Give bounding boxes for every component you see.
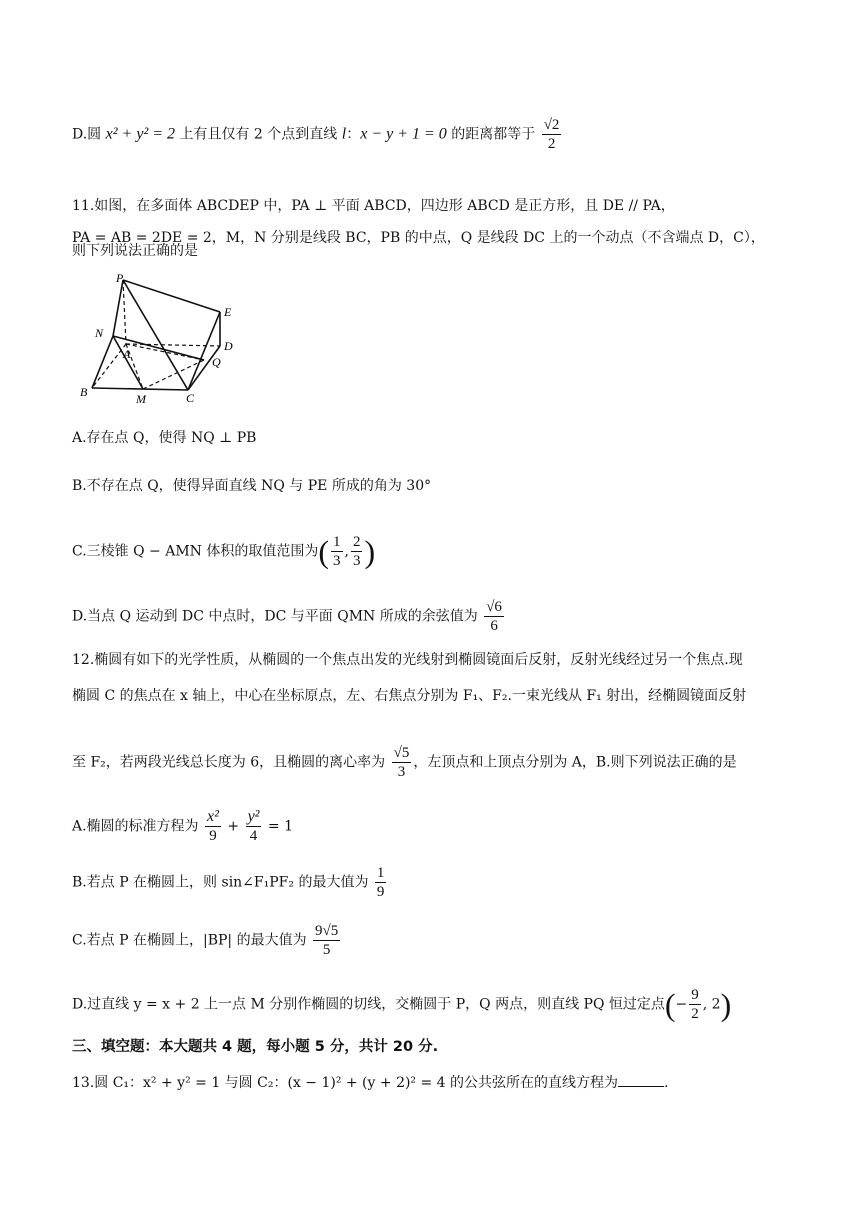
q11-option-a: A.存在点 Q，使得 NQ ⊥ PB xyxy=(72,430,257,446)
q12a-prefix: A.椭圆的标准方程为 xyxy=(72,818,204,835)
q13-suffix: . xyxy=(664,1075,669,1091)
frac-num: 9 xyxy=(691,987,699,1003)
label-A: A xyxy=(123,347,131,361)
label-D: D xyxy=(224,339,233,353)
frac-num: √6 xyxy=(486,599,502,615)
frac-den: 3 xyxy=(333,553,341,569)
q12-l3-prefix: 至 F₂，若两段光线总长度为 6，且椭圆的离心率为 xyxy=(72,754,390,771)
frac-den: 3 xyxy=(352,553,361,569)
q11-line-2: PA = AB = 2DE = 2，M，N 分别是线段 BC，PB 的中点，Q 是线段 DC 上的一个动点（不含端点 D，C）， xyxy=(72,230,765,246)
label-M: M xyxy=(136,392,146,406)
q12b-fraction xyxy=(375,864,387,901)
q11c-frac1 xyxy=(331,533,343,570)
q11c-frac2 xyxy=(351,533,363,570)
paren-right: ) xyxy=(364,533,376,570)
answer-blank[interactable] xyxy=(618,1072,664,1087)
frac-den: 4 xyxy=(249,828,258,844)
section-3-heading: 三、填空题：本大题共 4 题，每小题 5 分，共计 20 分. xyxy=(72,1039,439,1055)
q13 xyxy=(72,1072,669,1093)
q10d-colon: ： xyxy=(346,126,361,143)
frac-den: 9 xyxy=(209,828,217,844)
frac-num: y² xyxy=(247,808,260,825)
q12-option-b xyxy=(72,864,388,901)
q10d-line-name: l xyxy=(341,125,347,143)
q10-option-d xyxy=(72,116,563,153)
frac-num: 1 xyxy=(376,865,385,881)
label-P: P xyxy=(116,271,124,285)
frac-num: x² xyxy=(207,808,219,825)
q11-option-b: B.不存在点 Q，使得异面直线 NQ 与 PE 所成的角为 30° xyxy=(72,478,432,494)
q11-option-d xyxy=(72,598,506,635)
paren-right: ) xyxy=(720,986,732,1023)
q11d-prefix: D.当点 Q 运动到 DC 中点时，DC 与平面 QMN 所成的余弦值为 xyxy=(72,608,483,625)
label-B: B xyxy=(80,385,88,399)
q12-line-1: 12.椭圆有如下的光学性质，从椭圆的一个焦点出发的光线射到椭圆镜面后反射，反射光线经过另一个焦点.现 xyxy=(72,652,743,668)
plus-sign: + xyxy=(222,818,244,835)
q12d-fraction xyxy=(689,986,701,1023)
label-C: C xyxy=(186,391,195,405)
frac-num: √2 xyxy=(543,117,560,133)
paren-left: ( xyxy=(664,986,676,1023)
q13-prefix: 13.圆 C₁：x² + y² = 1 与圆 C₂：(x − 1)² + (y + 2)² = 4 的公共弦所在的直线方程为 xyxy=(72,1075,619,1091)
q12-eccentricity xyxy=(392,744,412,781)
q12b-prefix: B.若点 P 在椭圆上，则 sin∠F₁PF₂ 的最大值为 xyxy=(72,874,373,891)
q12c-prefix: C.若点 P 在椭圆上，|BP| 的最大值为 xyxy=(72,932,312,949)
frac-den: 5 xyxy=(322,942,331,958)
q12a-suffix: = 1 xyxy=(263,818,294,835)
q12-option-d xyxy=(72,986,731,1023)
q12-line-2: 椭圆 C 的焦点在 x 轴上，中心在坐标原点，左、右焦点分别为 F₁、F₂.一束光线从 F₁ 射出，经椭圆镜面反射 xyxy=(72,688,747,704)
frac-num: 1 xyxy=(333,534,341,550)
q12-option-c xyxy=(72,922,342,959)
q10d-line-equation: x − y + 1 = 0 xyxy=(360,125,447,143)
label-N: N xyxy=(95,326,104,340)
q12a-frac2 xyxy=(246,808,262,845)
q12d-prefix: D.过直线 y = x + 2 上一点 M 分别作椭圆的切线，交椭圆于 P，Q 两点，则直线 PQ 恒过定点 xyxy=(72,996,665,1013)
q10d-circle-equation: x² + y² = 2 xyxy=(105,125,176,143)
q11-option-c: C.三棱锥 Q − AMN 体积的取值范围为( $\frac{1}{3}$ , $\frac{2}{3}$ ) xyxy=(72,533,376,570)
q11c-prefix: C.三棱锥 Q − AMN 体积的取值范围为 xyxy=(72,543,319,560)
paren-left: ( xyxy=(318,533,330,570)
q10d-suffix: 的距离都等于 xyxy=(446,126,540,143)
minus-sign: − xyxy=(675,996,688,1013)
frac-den: 6 xyxy=(490,618,498,634)
frac-den: 2 xyxy=(547,136,556,152)
q12c-fraction xyxy=(313,922,340,959)
q11d-fraction xyxy=(484,598,504,635)
q12-option-a xyxy=(72,808,293,845)
q12a-frac1 xyxy=(205,808,221,845)
label-E: E xyxy=(224,305,232,319)
frac-den: 3 xyxy=(397,764,406,780)
label-Q: Q xyxy=(212,355,221,369)
q12d-suffix: , 2 xyxy=(702,996,721,1013)
q11-line-3: 则下列说法正确的是 xyxy=(72,243,198,259)
frac-num: 2 xyxy=(352,534,361,550)
frac-den: 9 xyxy=(376,884,385,900)
frac-num: 9√5 xyxy=(315,923,339,939)
polyhedron-figure xyxy=(78,270,248,414)
q10d-fraction xyxy=(542,116,562,153)
q12-line-3 xyxy=(72,744,737,781)
q10d-mid-text: 上有且仅有 2 个点到直线 xyxy=(175,126,342,143)
q12-l3-suffix: ，左顶点和上顶点分别为 A，B.则下列说法正确的是 xyxy=(413,754,737,771)
frac-num: √5 xyxy=(393,745,410,761)
q11-line-1: 11.如图，在多面体 ABCDEP 中，PA ⊥ 平面 ABCD，四边形 ABCD 是正方形，且 DE // PA， xyxy=(72,198,675,214)
frac-den: 2 xyxy=(691,1006,699,1022)
q10d-prefix: D.圆 xyxy=(72,126,106,143)
